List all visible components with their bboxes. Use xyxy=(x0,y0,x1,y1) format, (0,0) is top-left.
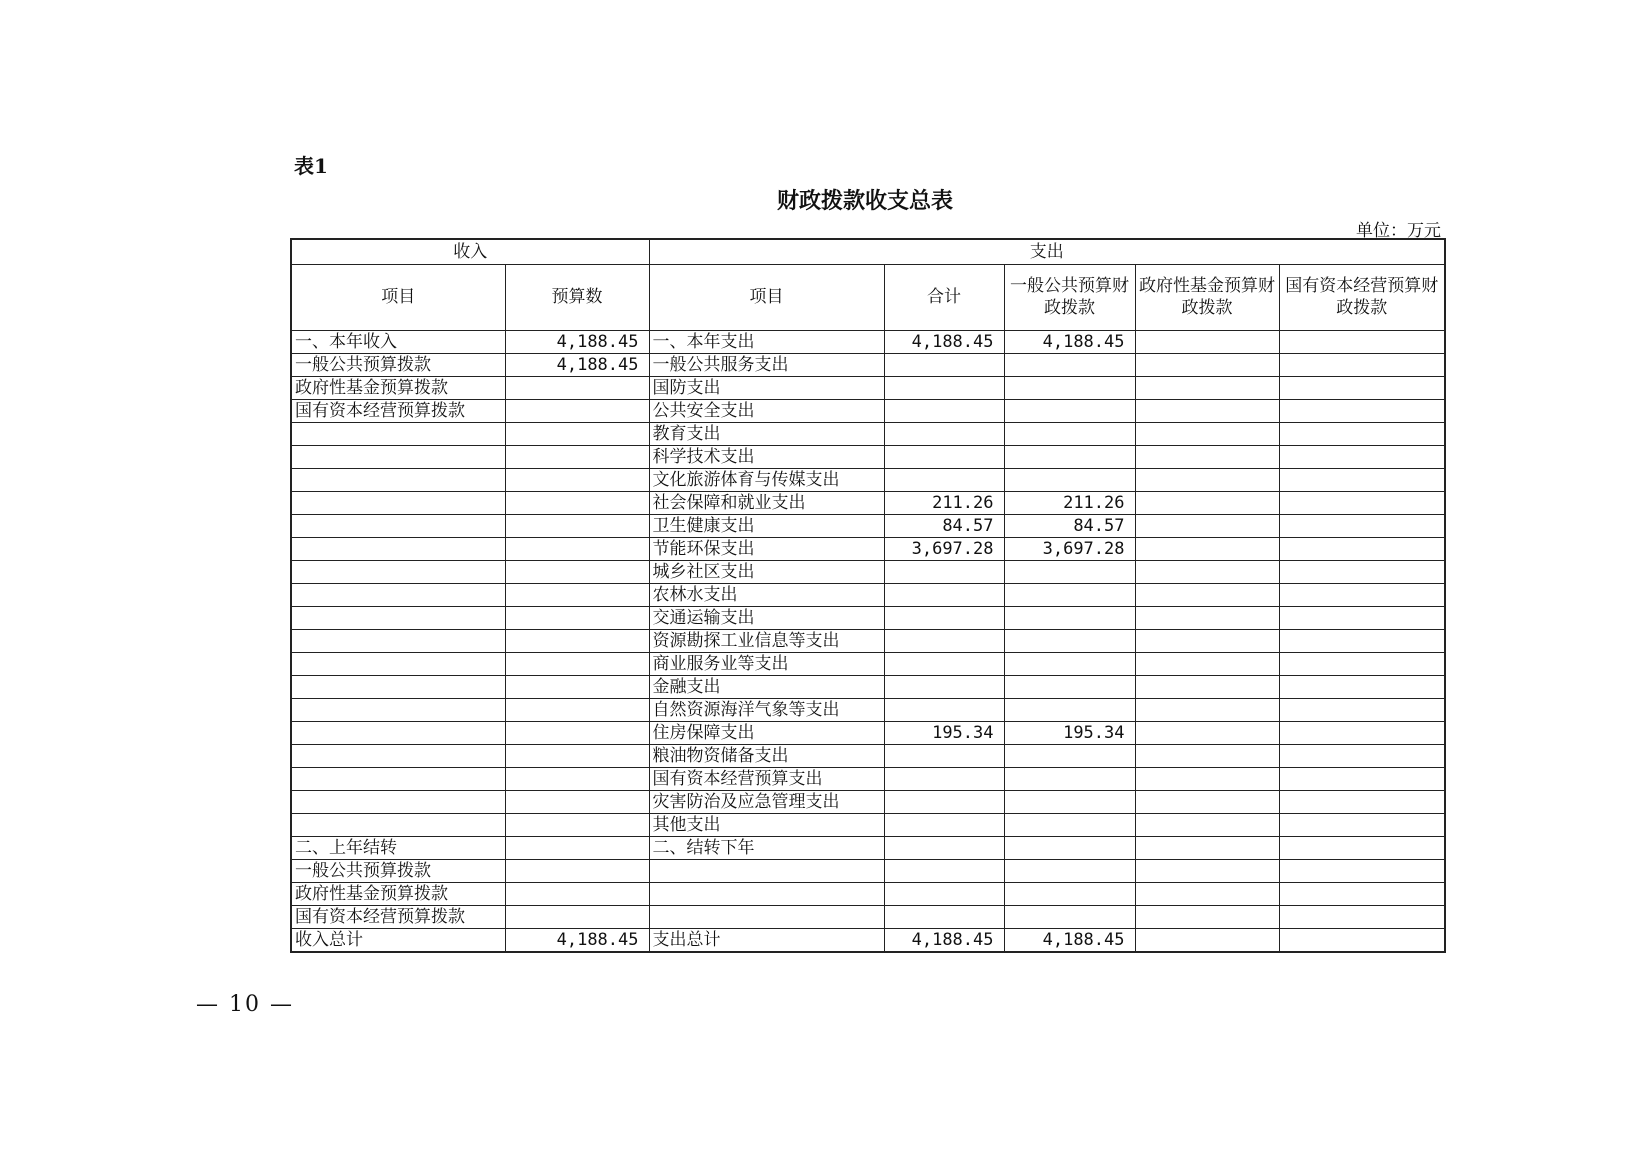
state-capital-cell xyxy=(1279,353,1445,376)
general-public-cell xyxy=(1004,882,1135,905)
expense-item-cell xyxy=(649,882,884,905)
gov-fund-cell xyxy=(1135,514,1279,537)
state-capital-cell xyxy=(1279,606,1445,629)
income-item-cell xyxy=(291,468,505,491)
income-item-cell xyxy=(291,813,505,836)
gov-fund-cell xyxy=(1135,399,1279,422)
income-budget-cell xyxy=(505,859,649,882)
general-public-cell xyxy=(1004,790,1135,813)
column-header-income-budget: 预算数 xyxy=(505,264,649,330)
income-budget-cell xyxy=(505,882,649,905)
state-capital-cell xyxy=(1279,882,1445,905)
gov-fund-cell xyxy=(1135,537,1279,560)
total-cell: 3,697.28 xyxy=(884,537,1004,560)
expense-item-cell: 商业服务业等支出 xyxy=(649,652,884,675)
income-item-cell xyxy=(291,583,505,606)
total-cell xyxy=(884,629,1004,652)
income-item-cell: 一般公共预算拨款 xyxy=(291,353,505,376)
table-row xyxy=(291,422,1445,445)
gov-fund-cell xyxy=(1135,905,1279,928)
gov-fund-cell xyxy=(1135,721,1279,744)
expense-item-cell xyxy=(649,859,884,882)
gov-fund-cell xyxy=(1135,813,1279,836)
general-public-cell xyxy=(1004,468,1135,491)
expense-item-cell: 国防支出 xyxy=(649,376,884,399)
gov-fund-cell xyxy=(1135,491,1279,514)
income-budget-cell xyxy=(505,537,649,560)
expense-group-header: 支出 xyxy=(649,239,1445,264)
income-item-cell xyxy=(291,675,505,698)
income-item-cell xyxy=(291,537,505,560)
total-cell xyxy=(884,859,1004,882)
table-row xyxy=(291,399,1445,422)
expense-item-cell: 二、结转下年 xyxy=(649,836,884,859)
table-row xyxy=(291,560,1445,583)
general-public-cell xyxy=(1004,652,1135,675)
gov-fund-cell xyxy=(1135,767,1279,790)
income-item-cell xyxy=(291,790,505,813)
expense-item-cell: 卫生健康支出 xyxy=(649,514,884,537)
general-public-cell xyxy=(1004,744,1135,767)
gov-fund-cell xyxy=(1135,790,1279,813)
expense-item-cell: 资源勘探工业信息等支出 xyxy=(649,629,884,652)
total-cell: 195.34 xyxy=(884,721,1004,744)
document-title: 财政拨款收支总表 xyxy=(776,188,953,214)
expense-item-cell: 教育支出 xyxy=(649,422,884,445)
table-row xyxy=(291,721,1445,744)
table-row xyxy=(291,353,1445,376)
table-label: 表1 xyxy=(294,154,328,178)
gov-fund-cell xyxy=(1135,583,1279,606)
state-capital-cell xyxy=(1279,859,1445,882)
income-budget-cell xyxy=(505,583,649,606)
table-row xyxy=(291,767,1445,790)
state-capital-cell xyxy=(1279,652,1445,675)
general-public-cell xyxy=(1004,629,1135,652)
income-budget-cell xyxy=(505,652,649,675)
expense-item-cell: 金融支出 xyxy=(649,675,884,698)
state-capital-cell xyxy=(1279,537,1445,560)
general-public-cell xyxy=(1004,445,1135,468)
state-capital-cell xyxy=(1279,698,1445,721)
expense-item-cell: 城乡社区支出 xyxy=(649,560,884,583)
state-capital-cell xyxy=(1279,376,1445,399)
expense-item-cell: 文化旅游体育与传媒支出 xyxy=(649,468,884,491)
state-capital-cell xyxy=(1279,813,1445,836)
total-cell xyxy=(884,468,1004,491)
state-capital-cell xyxy=(1279,836,1445,859)
expense-item-cell: 灾害防治及应急管理支出 xyxy=(649,790,884,813)
table-row xyxy=(291,537,1445,560)
income-budget-cell xyxy=(505,560,649,583)
state-capital-cell xyxy=(1279,583,1445,606)
state-capital-cell xyxy=(1279,399,1445,422)
gov-fund-cell xyxy=(1135,468,1279,491)
table-row xyxy=(291,514,1445,537)
income-item-cell: 二、上年结转 xyxy=(291,836,505,859)
total-cell xyxy=(884,836,1004,859)
income-budget-cell xyxy=(505,698,649,721)
state-capital-cell xyxy=(1279,445,1445,468)
total-cell xyxy=(884,353,1004,376)
expense-item-cell: 科学技术支出 xyxy=(649,445,884,468)
income-budget-cell xyxy=(505,422,649,445)
table-row xyxy=(291,790,1445,813)
total-cell xyxy=(884,583,1004,606)
general-public-cell: 211.26 xyxy=(1004,491,1135,514)
income-item-cell xyxy=(291,629,505,652)
gov-fund-cell xyxy=(1135,928,1279,952)
table-row xyxy=(291,629,1445,652)
total-cell xyxy=(884,767,1004,790)
page-number: — 10 — xyxy=(196,992,294,1017)
income-item-cell xyxy=(291,767,505,790)
income-budget-cell xyxy=(505,491,649,514)
state-capital-cell xyxy=(1279,721,1445,744)
state-capital-cell xyxy=(1279,744,1445,767)
state-capital-cell xyxy=(1279,468,1445,491)
expense-item-cell: 公共安全支出 xyxy=(649,399,884,422)
gov-fund-cell xyxy=(1135,698,1279,721)
total-cell xyxy=(884,698,1004,721)
expense-item-cell: 自然资源海洋气象等支出 xyxy=(649,698,884,721)
state-capital-cell xyxy=(1279,928,1445,952)
table-row xyxy=(291,330,1445,353)
expense-item-cell: 农林水支出 xyxy=(649,583,884,606)
general-public-cell xyxy=(1004,698,1135,721)
general-public-cell: 4,188.45 xyxy=(1004,330,1135,353)
gov-fund-cell xyxy=(1135,606,1279,629)
table-row xyxy=(291,652,1445,675)
column-header-state-capital: 国有资本经营预算财政拨款 xyxy=(1279,264,1445,330)
general-public-cell xyxy=(1004,376,1135,399)
gov-fund-cell xyxy=(1135,675,1279,698)
gov-fund-cell xyxy=(1135,353,1279,376)
state-capital-cell xyxy=(1279,675,1445,698)
total-cell xyxy=(884,744,1004,767)
income-item-cell xyxy=(291,698,505,721)
income-budget-cell xyxy=(505,675,649,698)
table-row xyxy=(291,491,1445,514)
general-public-cell xyxy=(1004,767,1135,790)
income-budget-cell: 4,188.45 xyxy=(505,353,649,376)
expense-item-cell: 一般公共服务支出 xyxy=(649,353,884,376)
general-public-cell: 4,188.45 xyxy=(1004,928,1135,952)
general-public-cell xyxy=(1004,399,1135,422)
income-item-cell: 国有资本经营预算拨款 xyxy=(291,399,505,422)
state-capital-cell xyxy=(1279,422,1445,445)
income-budget-cell xyxy=(505,445,649,468)
total-cell: 84.57 xyxy=(884,514,1004,537)
gov-fund-cell xyxy=(1135,882,1279,905)
income-item-cell xyxy=(291,422,505,445)
gov-fund-cell xyxy=(1135,859,1279,882)
income-budget-cell: 4,188.45 xyxy=(505,330,649,353)
income-budget-cell xyxy=(505,606,649,629)
total-cell xyxy=(884,422,1004,445)
total-cell xyxy=(884,675,1004,698)
general-public-cell xyxy=(1004,675,1135,698)
general-public-cell: 195.34 xyxy=(1004,721,1135,744)
general-public-cell xyxy=(1004,560,1135,583)
income-budget-cell xyxy=(505,744,649,767)
income-item-cell xyxy=(291,744,505,767)
table-row xyxy=(291,468,1445,491)
state-capital-cell xyxy=(1279,790,1445,813)
table-row xyxy=(291,882,1445,905)
state-capital-cell xyxy=(1279,767,1445,790)
expense-item-cell: 粮油物资储备支出 xyxy=(649,744,884,767)
total-cell: 211.26 xyxy=(884,491,1004,514)
general-public-cell xyxy=(1004,905,1135,928)
table-row xyxy=(291,859,1445,882)
income-item-cell: 一般公共预算拨款 xyxy=(291,859,505,882)
table-row xyxy=(291,445,1445,468)
column-header-income-item: 项目 xyxy=(291,264,505,330)
total-cell xyxy=(884,790,1004,813)
income-budget-cell xyxy=(505,629,649,652)
gov-fund-cell xyxy=(1135,836,1279,859)
income-item-cell: 政府性基金预算拨款 xyxy=(291,376,505,399)
gov-fund-cell xyxy=(1135,422,1279,445)
expense-item-cell: 国有资本经营预算支出 xyxy=(649,767,884,790)
income-item-cell xyxy=(291,491,505,514)
general-public-cell xyxy=(1004,422,1135,445)
general-public-cell xyxy=(1004,583,1135,606)
gov-fund-cell xyxy=(1135,560,1279,583)
income-group-header: 收入 xyxy=(291,239,649,264)
income-budget-cell xyxy=(505,376,649,399)
general-public-cell xyxy=(1004,353,1135,376)
income-item-cell xyxy=(291,514,505,537)
total-cell xyxy=(884,399,1004,422)
total-cell xyxy=(884,560,1004,583)
expense-item-cell: 交通运输支出 xyxy=(649,606,884,629)
income-item-cell xyxy=(291,560,505,583)
total-cell xyxy=(884,882,1004,905)
income-budget-cell xyxy=(505,836,649,859)
fiscal-summary-table xyxy=(290,238,1446,953)
income-budget-cell xyxy=(505,767,649,790)
income-budget-cell xyxy=(505,721,649,744)
income-item-cell xyxy=(291,652,505,675)
state-capital-cell xyxy=(1279,330,1445,353)
gov-fund-cell xyxy=(1135,744,1279,767)
total-cell xyxy=(884,376,1004,399)
expense-item-cell: 住房保障支出 xyxy=(649,721,884,744)
table-row xyxy=(291,606,1445,629)
total-cell: 4,188.45 xyxy=(884,330,1004,353)
column-header-general-public: 一般公共预算财政拨款 xyxy=(1004,264,1135,330)
unit-label: 单位：万元 xyxy=(1356,221,1441,241)
state-capital-cell xyxy=(1279,905,1445,928)
column-header-expense-item: 项目 xyxy=(649,264,884,330)
table-row xyxy=(291,813,1445,836)
gov-fund-cell xyxy=(1135,376,1279,399)
income-budget-cell xyxy=(505,813,649,836)
income-budget-cell xyxy=(505,514,649,537)
general-public-cell xyxy=(1004,606,1135,629)
expense-item-cell: 支出总计 xyxy=(649,928,884,952)
total-cell: 4,188.45 xyxy=(884,928,1004,952)
table-row xyxy=(291,928,1445,952)
table-row xyxy=(291,583,1445,606)
table-body xyxy=(291,330,1445,952)
income-budget-cell xyxy=(505,790,649,813)
table-row xyxy=(291,905,1445,928)
income-budget-cell xyxy=(505,468,649,491)
income-budget-cell xyxy=(505,905,649,928)
expense-item-cell xyxy=(649,905,884,928)
income-budget-cell: 4,188.45 xyxy=(505,928,649,952)
total-cell xyxy=(884,813,1004,836)
total-cell xyxy=(884,652,1004,675)
gov-fund-cell xyxy=(1135,652,1279,675)
gov-fund-cell xyxy=(1135,330,1279,353)
gov-fund-cell xyxy=(1135,629,1279,652)
state-capital-cell xyxy=(1279,560,1445,583)
income-item-cell: 国有资本经营预算拨款 xyxy=(291,905,505,928)
table-row xyxy=(291,675,1445,698)
income-budget-cell xyxy=(505,399,649,422)
expense-item-cell: 社会保障和就业支出 xyxy=(649,491,884,514)
state-capital-cell xyxy=(1279,491,1445,514)
income-item-cell xyxy=(291,721,505,744)
general-public-cell xyxy=(1004,813,1135,836)
total-cell xyxy=(884,905,1004,928)
expense-item-cell: 一、本年支出 xyxy=(649,330,884,353)
table-row xyxy=(291,744,1445,767)
total-cell xyxy=(884,445,1004,468)
expense-item-cell: 其他支出 xyxy=(649,813,884,836)
income-item-cell: 一、本年收入 xyxy=(291,330,505,353)
state-capital-cell xyxy=(1279,514,1445,537)
column-header-gov-fund: 政府性基金预算财政拨款 xyxy=(1135,264,1279,330)
total-cell xyxy=(884,606,1004,629)
gov-fund-cell xyxy=(1135,445,1279,468)
table-row xyxy=(291,376,1445,399)
income-item-cell: 政府性基金预算拨款 xyxy=(291,882,505,905)
general-public-cell xyxy=(1004,836,1135,859)
column-header-total: 合计 xyxy=(884,264,1004,330)
general-public-cell: 84.57 xyxy=(1004,514,1135,537)
income-item-cell xyxy=(291,606,505,629)
state-capital-cell xyxy=(1279,629,1445,652)
expense-item-cell: 节能环保支出 xyxy=(649,537,884,560)
income-item-cell xyxy=(291,445,505,468)
table-row xyxy=(291,698,1445,721)
general-public-cell xyxy=(1004,859,1135,882)
income-item-cell: 收入总计 xyxy=(291,928,505,952)
table-row xyxy=(291,836,1445,859)
general-public-cell: 3,697.28 xyxy=(1004,537,1135,560)
